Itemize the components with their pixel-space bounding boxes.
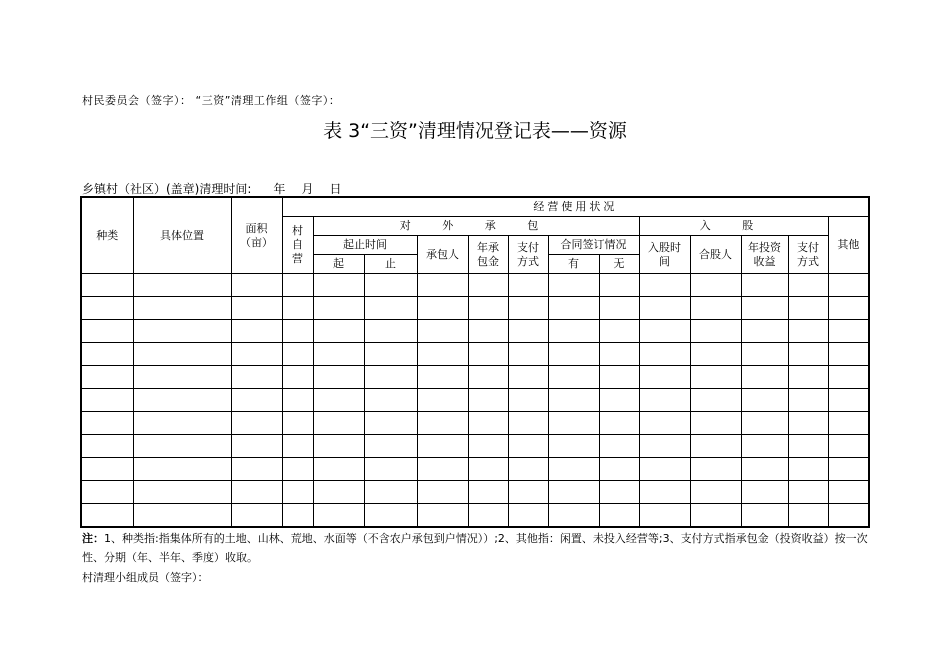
table-cell: [364, 343, 417, 366]
table-cell: [741, 481, 788, 504]
table-cell: [741, 343, 788, 366]
table-cell: [788, 274, 828, 297]
table-cell: [417, 366, 468, 389]
table-cell: [133, 458, 231, 481]
header-other: 其他: [828, 217, 869, 274]
table-cell: [508, 458, 548, 481]
table-cell: [508, 274, 548, 297]
table-cell: [468, 343, 508, 366]
header-payment-2-line1: 支付: [797, 240, 819, 254]
table-cell: [741, 320, 788, 343]
village-label: 乡镇村（社区）(盖章)清理时间:: [82, 182, 252, 196]
header-kind: 种类: [81, 197, 133, 274]
table-cell: [231, 274, 282, 297]
table-cell: [788, 389, 828, 412]
members-signature: 村清理小组成员（签字）：: [82, 571, 209, 584]
table-cell: [417, 458, 468, 481]
table-cell: [828, 458, 869, 481]
header-investment-line1: 年投资: [748, 240, 781, 254]
table-cell: [548, 504, 599, 528]
table-row: [81, 435, 869, 458]
table-cell: [468, 320, 508, 343]
table-cell: [364, 435, 417, 458]
table-cell: [81, 320, 133, 343]
table-cell: [639, 297, 690, 320]
table-cell: [599, 297, 639, 320]
table-cell: [690, 343, 741, 366]
table-cell: [788, 504, 828, 528]
table-cell: [548, 343, 599, 366]
table-cell: [599, 458, 639, 481]
table-cell: [741, 274, 788, 297]
table-cell: [508, 389, 548, 412]
table-cell: [231, 458, 282, 481]
table-cell: [313, 343, 364, 366]
table-cell: [133, 389, 231, 412]
table-cell: [417, 389, 468, 412]
table-cell: [508, 504, 548, 528]
year-label: 年: [273, 182, 286, 196]
table-cell: [599, 320, 639, 343]
header-annual-fee-line1: 年承: [477, 240, 499, 254]
table-cell: [548, 458, 599, 481]
table-cell: [788, 481, 828, 504]
table-cell: [639, 481, 690, 504]
table-cell: [364, 504, 417, 528]
table-cell: [548, 366, 599, 389]
table-cell: [364, 481, 417, 504]
table-cell: [231, 389, 282, 412]
table-row: [81, 389, 869, 412]
table-cell: [231, 481, 282, 504]
table-cell: [548, 297, 599, 320]
table-cell: [639, 389, 690, 412]
table-cell: [81, 412, 133, 435]
table-cell: [690, 366, 741, 389]
table-cell: [282, 435, 313, 458]
table-cell: [364, 366, 417, 389]
header-payment-line2: 方式: [517, 254, 539, 268]
table-cell: [282, 366, 313, 389]
header-payment: [508, 236, 548, 274]
table-cell: [231, 504, 282, 528]
header-location: 具体位置: [133, 197, 231, 274]
table-cell: [599, 481, 639, 504]
table-cell: [282, 297, 313, 320]
note-text: 1、种类指:指集体所有的土地、山林、荒地、水面等（不含农户承包到户情况））;2、其他指：闲置、未投入经营等;3、支付方式指承包金（投资收益）按一次性、分期（年、半年、季度）收取。: [82, 532, 868, 564]
table-cell: [282, 481, 313, 504]
header-start: 起: [313, 255, 364, 274]
table-cell: [364, 274, 417, 297]
header-area: 面积（亩）: [231, 197, 282, 274]
header-end: 止: [364, 255, 417, 274]
table-cell: [828, 435, 869, 458]
table-cell: [599, 389, 639, 412]
table-cell: [690, 481, 741, 504]
table-cell: [468, 412, 508, 435]
table-cell: [133, 435, 231, 458]
header-has: 有: [548, 255, 599, 274]
table-cell: [788, 412, 828, 435]
header-period: 起止时间: [313, 236, 417, 255]
table-cell: [828, 274, 869, 297]
table-cell: [231, 320, 282, 343]
table-cell: [364, 297, 417, 320]
table-cell: [417, 412, 468, 435]
table-cell: [364, 412, 417, 435]
day-label: 日: [329, 182, 342, 196]
header-payment-2-line2: 方式: [797, 254, 819, 268]
header-investment: [741, 236, 788, 274]
header-contract-signed: 合同签订情况: [548, 236, 639, 255]
page-title: 表 3“三资”清理情况登记表——资源: [323, 120, 627, 142]
table-cell: [417, 481, 468, 504]
table-cell: [788, 366, 828, 389]
table-cell: [508, 412, 548, 435]
table-cell: [417, 274, 468, 297]
table-cell: [133, 297, 231, 320]
table-cell: [508, 320, 548, 343]
table-cell: [548, 320, 599, 343]
table-cell: [313, 435, 364, 458]
table-cell: [282, 320, 313, 343]
table-cell: [741, 435, 788, 458]
table-cell: [508, 435, 548, 458]
table-cell: [282, 274, 313, 297]
table-cell: [828, 481, 869, 504]
header-share-time-line1: 入股时: [648, 240, 681, 254]
table-cell: [313, 481, 364, 504]
header-usage-status: 经营使用状况: [282, 197, 869, 217]
table-cell: [417, 320, 468, 343]
table-cell: [364, 389, 417, 412]
table-cell: [417, 343, 468, 366]
registration-table: [80, 196, 870, 528]
table-cell: [828, 412, 869, 435]
table-cell: [417, 297, 468, 320]
table-cell: [468, 389, 508, 412]
header-self-run: 村自营: [282, 217, 313, 274]
table-cell: [599, 504, 639, 528]
table-cell: [741, 297, 788, 320]
table-cell: [508, 481, 548, 504]
table-cell: [639, 343, 690, 366]
table-cell: [639, 504, 690, 528]
table-cell: [231, 435, 282, 458]
table-cell: [639, 458, 690, 481]
table-cell: [828, 389, 869, 412]
table-cell: [81, 297, 133, 320]
table-row: [81, 504, 869, 528]
table-cell: [548, 412, 599, 435]
table-cell: [639, 274, 690, 297]
table-cell: [81, 504, 133, 528]
table-cell: [81, 481, 133, 504]
table-cell: [282, 412, 313, 435]
table-cell: [282, 458, 313, 481]
table-cell: [788, 458, 828, 481]
table-cell: [690, 412, 741, 435]
table-cell: [548, 481, 599, 504]
table-body: [81, 274, 869, 528]
signature-line: 村民委员会（签字）： “三资”清理工作组（签字）：: [82, 94, 341, 107]
table-row: [81, 481, 869, 504]
table-cell: [282, 504, 313, 528]
table-cell: [639, 435, 690, 458]
table-cell: [231, 297, 282, 320]
header-share-time-line2: 间: [659, 254, 670, 268]
table-cell: [508, 343, 548, 366]
table-cell: [231, 343, 282, 366]
table-cell: [599, 274, 639, 297]
table-cell: [828, 320, 869, 343]
table-cell: [639, 412, 690, 435]
table-row: [81, 366, 869, 389]
header-none: 无: [599, 255, 639, 274]
header-annual-fee-line2: 包金: [477, 254, 499, 268]
table-cell: [81, 366, 133, 389]
table-cell: [364, 320, 417, 343]
table-cell: [828, 297, 869, 320]
table-cell: [417, 435, 468, 458]
header-annual-fee: [468, 236, 508, 274]
table-cell: [690, 297, 741, 320]
footnote: [82, 529, 872, 567]
table-cell: [313, 389, 364, 412]
table-cell: [508, 366, 548, 389]
table-cell: [468, 435, 508, 458]
table-cell: [599, 435, 639, 458]
table-cell: [468, 297, 508, 320]
table-row: [81, 297, 869, 320]
table-cell: [599, 343, 639, 366]
table-cell: [468, 504, 508, 528]
table-cell: [548, 435, 599, 458]
table-cell: [508, 297, 548, 320]
table-cell: [788, 320, 828, 343]
table-cell: [741, 366, 788, 389]
header-external-contract: 对 外 承 包: [313, 217, 639, 236]
month-label: 月: [301, 182, 314, 196]
table-cell: [548, 274, 599, 297]
note-label: 注：: [82, 532, 104, 545]
table-cell: [741, 504, 788, 528]
table-cell: [741, 389, 788, 412]
table-cell: [690, 458, 741, 481]
table-cell: [788, 297, 828, 320]
table-cell: [468, 458, 508, 481]
table-cell: [599, 412, 639, 435]
table-cell: [231, 366, 282, 389]
table-cell: [313, 320, 364, 343]
table-row: [81, 274, 869, 297]
table-cell: [417, 504, 468, 528]
table-cell: [313, 274, 364, 297]
table-cell: [313, 366, 364, 389]
table-cell: [639, 320, 690, 343]
table-cell: [133, 366, 231, 389]
table-cell: [81, 458, 133, 481]
header-partner: 合股人: [690, 236, 741, 274]
table-cell: [788, 343, 828, 366]
table-cell: [282, 343, 313, 366]
header-payment-2: [788, 236, 828, 274]
table-cell: [828, 504, 869, 528]
table-cell: [690, 274, 741, 297]
table-cell: [133, 412, 231, 435]
table-cell: [741, 412, 788, 435]
table-cell: [133, 504, 231, 528]
table-cell: [81, 274, 133, 297]
table-row: [81, 320, 869, 343]
table-cell: [313, 412, 364, 435]
table-cell: [690, 320, 741, 343]
table-cell: [133, 481, 231, 504]
header-share-time: [639, 236, 690, 274]
table-cell: [741, 458, 788, 481]
table-cell: [788, 435, 828, 458]
table-cell: [690, 435, 741, 458]
header-shares: 入 股: [639, 217, 828, 236]
table-cell: [81, 343, 133, 366]
table-row: [81, 412, 869, 435]
table-cell: [548, 389, 599, 412]
table-cell: [599, 366, 639, 389]
table-cell: [313, 297, 364, 320]
table-cell: [313, 458, 364, 481]
table-cell: [313, 504, 364, 528]
table-cell: [690, 389, 741, 412]
table-cell: [81, 435, 133, 458]
table-cell: [468, 481, 508, 504]
table-cell: [468, 366, 508, 389]
table-cell: [690, 504, 741, 528]
table-cell: [828, 343, 869, 366]
table-cell: [81, 389, 133, 412]
table-cell: [828, 366, 869, 389]
table-cell: [282, 389, 313, 412]
table-cell: [133, 343, 231, 366]
header-contractor: 承包人: [417, 236, 468, 274]
table-row: [81, 458, 869, 481]
header-payment-line1: 支付: [517, 240, 539, 254]
table-row: [81, 343, 869, 366]
table-cell: [133, 274, 231, 297]
table-cell: [133, 320, 231, 343]
header-investment-line2: 收益: [753, 254, 776, 268]
table-cell: [231, 412, 282, 435]
table-cell: [468, 274, 508, 297]
table-cell: [639, 366, 690, 389]
village-line: [82, 180, 341, 197]
table-cell: [364, 458, 417, 481]
